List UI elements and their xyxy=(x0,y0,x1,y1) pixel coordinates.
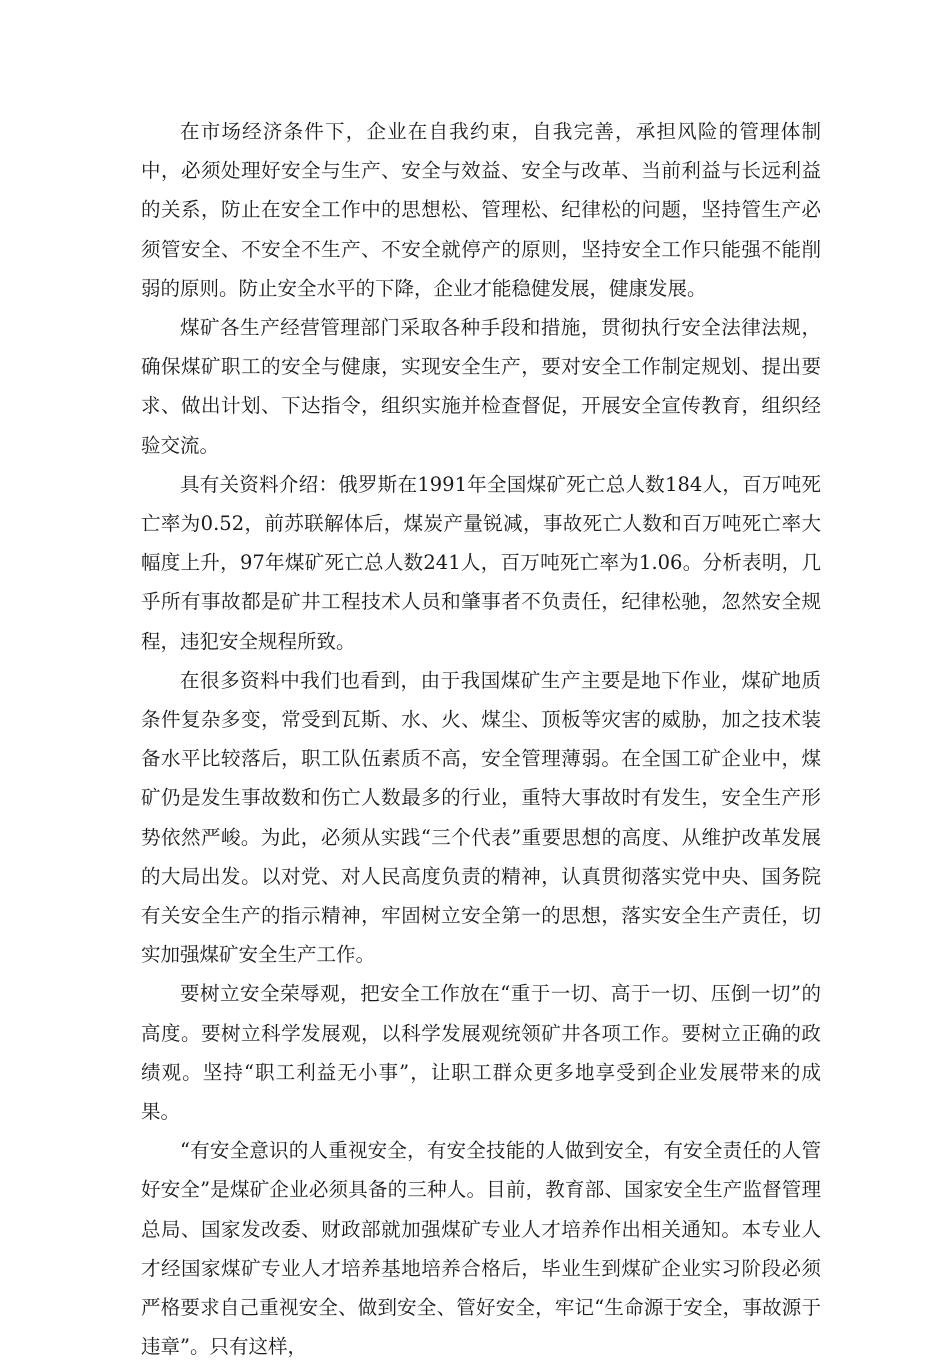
paragraph-three-kinds-of-people: “有安全意识的人重视安全，有安全技能的人做到安全，有安全责任的人管好安全”是煤矿企业必须具备的三种人。目前，教育部、国家安全生产监督管理总局、国家发改委、财政部就加强煤矿专业人才培养作出相关通知。本专业人才经国家煤矿专业人才培养基地培养合格后，毕业生到煤矿企业实习阶段必须严格要求自己重视安全、做到安全、管好安全，牢记“生命源于安全，事故源于违章”。只有这样， xyxy=(141,1139,821,1359)
paragraph-russia-statistics: 具有关资料介绍：俄罗斯在1991年全国煤矿死亡总人数184人，百万吨死亡率为0.52，前苏联解体后，煤炭产量锐减，事故死亡人数和百万吨死亡率大幅度上升，97年煤矿死亡总人数241人，百万吨死亡率为1.06。分析表明，几乎所有事故都是矿井工程技术人员和肇事者不负责任，纪律松驰，忽然安全规程，违犯安全规程所致。 xyxy=(141,472,821,653)
paragraph-management-departments: 煤矿各生产经营管理部门采取各种手段和措施，贯彻执行安全法律法规，确保煤矿职工的安全与健康，实现安全生产，要对安全工作制定规划、提出要求、做出计划、下达指令，组织实施并检查督促，开展安全宣传教育，组织经验交流。 xyxy=(141,316,821,457)
paragraph-market-economy: 在市场经济条件下，企业在自我约束，自我完善，承担风险的管理体制中，必须处理好安全与生产、安全与效益、安全与改革、当前利益与长远利益的关系，防止在安全工作中的思想松、管理松、纪律松的问题，坚持管生产必须管安全、不安全不生产、不安全就停产的原则，坚持安全工作只能强不能削弱的原则。防止安全水平的下降，企业才能稳健发展，健康发展。 xyxy=(141,120,821,300)
document-body xyxy=(141,112,821,1367)
paragraph-china-coal-situation: 在很多资料中我们也看到，由于我国煤矿生产主要是地下作业，煤矿地质条件复杂多变，常受到瓦斯、水、火、煤尘、顶板等灾害的威胁，加之技术装备水平比较落后，职工队伍素质不高，安全管理薄弱。在全国工矿企业中，煤矿仍是发生事故数和伤亡人数最多的行业，重特大事故时有发生，安全生产形势依然严峻。为此，必须从实践“三个代表”重要思想的高度、从维护改革发展的大局出发。以对党、对人民高度负责的精神，认真贯彻落实党中央、国务院有关安全生产的指示精神，牢固树立安全第一的思想，落实安全生产责任，切实加强煤矿安全生产工作。 xyxy=(141,668,821,967)
paragraph-safety-views: 要树立安全荣辱观，把安全工作放在“重于一切、高于一切、压倒一切”的高度。要树立科学发展观，以科学发展观统领矿井各项工作。要树立正确的政绩观。坚持“职工利益无小事”，让职工群众更多地享受到企业发展带来的成果。 xyxy=(141,982,821,1124)
